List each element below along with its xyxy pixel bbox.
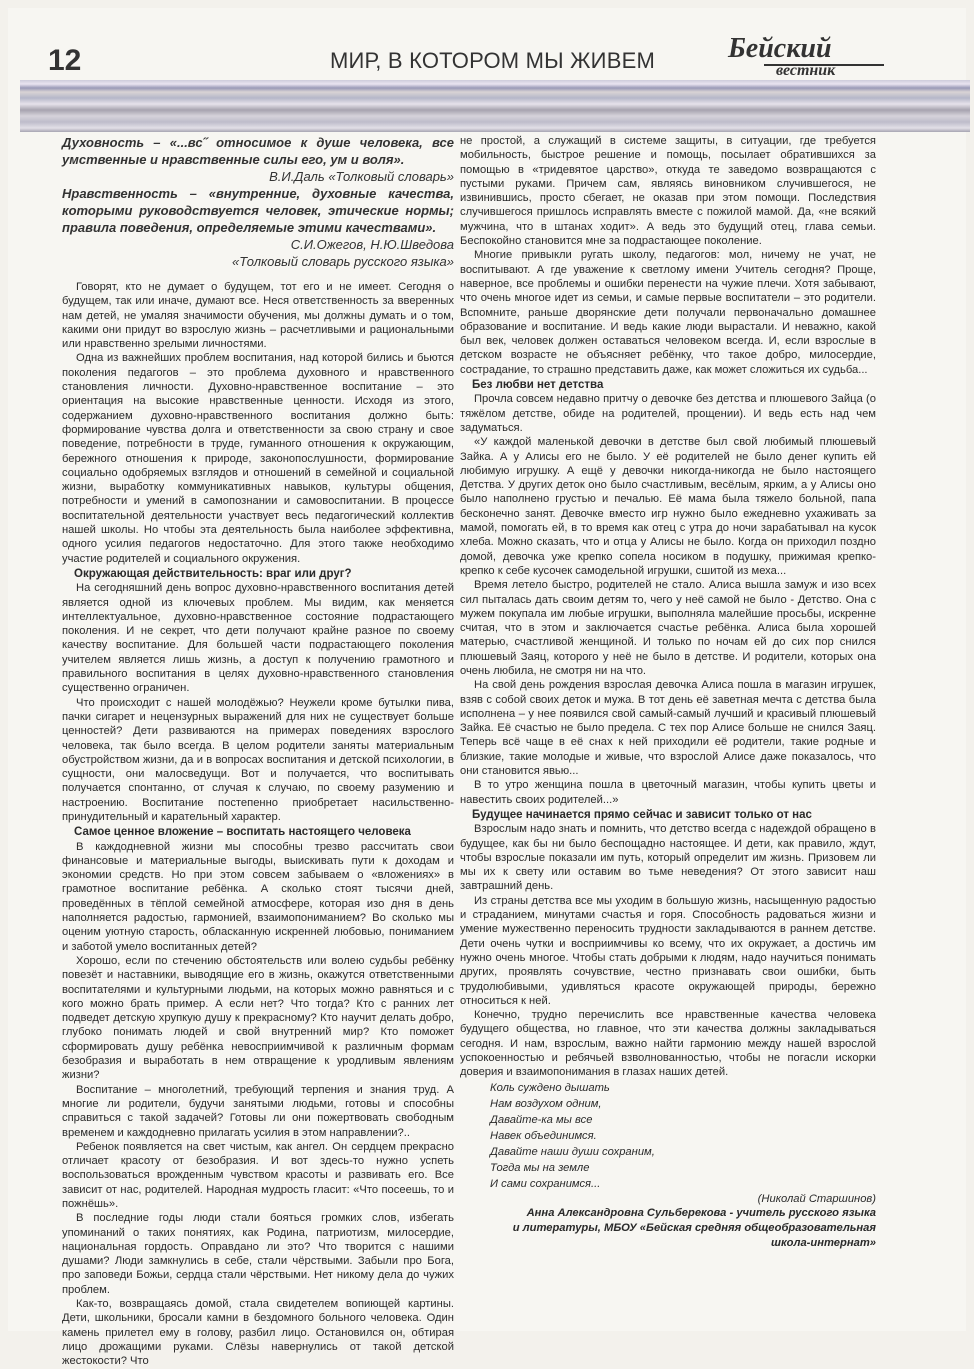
poem-line: И сами сохранимся... <box>490 1177 601 1190</box>
left-column <box>62 134 454 1369</box>
paragraph: Конечно, трудно перечислить все нравственные качества человека будущего общества, но главное, что эти качества должны закладываться сегодня. И нам, взрослым, важно найти гармонию между нашей взрослой успокоенностью и ребячьей взволнованностью, чтобы не погасли искорки доверия и взаимопонимания в глазах наших детей. <box>460 1009 876 1079</box>
poem-line: Коль суждено дышать <box>490 1081 610 1094</box>
poem-line: Навек объединимся. <box>490 1129 597 1142</box>
paragraph: Многие привыкли ругать школу, педагогов: мол, ничему не учат, не воспитывают. А где уважение к светлому имени Учитель сегодня? Проще, наверное, все проблемы и ошибки перенести на чужие плечи. Хотя забывают, что очень многое идет из семьи, и самые первые воспитатели – это родители. Вспомните, раньше дворянские дети получали первоначально домашнее образование и воспитание. И ведь какие люди вырастали. И неважно, какой был век, человек должен оставаться человеком всегда. И, если взрослые в детском возрасте не объясняет ребёнку, что такое добро, милосердие, сострадание, то страшно представить даже, как может сложиться их судьба... <box>460 249 876 376</box>
poem-line: Давайте наши души сохраним, <box>490 1145 655 1158</box>
scan-distortion-band <box>20 80 970 132</box>
paragraph: Хорошо, если по стечению обстоятельств или волею судьбы ребёнку повезёт и наставники, выводящие его в жизнь, окажутся ответственными воспитателями и культурными людьми, на которых можно равняться и с кого можно брать пример. А если нет? Что тогда? Кто с ранних лет подведет детскую хрупкую душу к прекрасному? Кто научит делать добро, глубоко понимать людей и свой внутренний мир? Кто поможет сформировать душу ребёнка невосприимчивой к различным формам безобразия и выработать в нем отвращение к уродливым явлениям жизни? <box>62 954 454 1082</box>
epigraph-quote-2: Нравственность – «внутренние, духовные качества, которыми руководствуется человек, этические нормы; правила поведения, определяемые этими качествами». <box>62 186 454 235</box>
paragraph: «У каждой маленькой девочки в детстве был свой любимый плюшевый Зайка. А у Алисы его не было. У её родителей не было денег купить ей любимую игрушку. А ещё у девочки никогда-никогда не было настоящего Детства. У других деток оно было счастливым, весёлым, ярким, а у Алисы оно было наполнено грустью и печалью. Её мама была тяжело больной, папа бесконечно занят. Девочке вместо игр нужно было ежедневно ухаживать за мамой, помогать ей, в то время как отец с утра до ночи зарабатывал на кусок хлеба. Можно сказать, что и отца у Алисы не было. Когда он приходил поздно домой, девочка уже крепко сопела носиком в подушку, прижимая крепко-крепко к себе кусочек самодельной игрушки, сшитой из меха... <box>460 436 876 577</box>
subheading: Будущее начинается прямо сейчас и зависит только от нас <box>472 808 812 821</box>
newspaper-page <box>8 8 966 1368</box>
paragraph: На сегодняшний день вопрос духовно-нравственного воспитания детей является одной из ключевых проблем. Мы видим, как меняется интеллектуальное, духовно-нравственное состояние подрастающего поколения. И не секрет, что дети получают крайне разное по своему качеству воспитание. Для большей части подрастающего поколения учителем является лишь жизнь, а доступ к получению грамотного и правильного воспитания в целях духовно-нравственного становления существенно ограничен. <box>62 582 454 695</box>
paragraph: Говорят, кто не думает о будущем, тот его и не имеет. Сегодня о будущем, так или иначе, думают все. Неся ответственность за вверенных нам детей, не умаляя значимости обучения, мы должны думать и о том, какими они придут во взрослую жизнь – расчетливыми и рациональными или нравственно зрелыми личностями. <box>62 281 454 351</box>
epigraph-source-1: В.И.Даль «Толковый словарь» <box>269 169 454 184</box>
paragraph: Одна из важнейших проблем воспитания, над которой бились и бьются поколения педагогов – это проблема духовного и нравственного становления личности. Духовно-нравственное воспитание – это ориентация на высокие нравственные ценности. Исходя из этого, содержанием духовно-нравственного воспитания должно быть: формирование чувства долга и ответственности за свою страну и свое поведение, потребности в труде, гуманного отношения к окружающим, бережного отношения к природе, законопослушности, формирование социально одобряемых взглядов и отношений в семейной и социальной жизни, выработку коммуникативных навыков, культуры общения, потребности и умений в самопознании и самовоспитании. В процессе воспитательной деятельности участвует весь педагогический коллектив нашей школы. Но чтобы эта деятельность была наиболее эффективна, одного усилия педагогов недостаточно. Для этого также необходимо участие родителей и социального окружения. <box>62 352 454 565</box>
page-number: 12 <box>48 44 82 77</box>
subheading: Самое ценное вложение – воспитать настоящего человека <box>74 826 411 839</box>
paragraph: Из страны детства все мы уходим в большую жизнь, насыщенную радостью и страданием, минутами счастья и горя. Способность радоваться жизни и умение мужественно переносить трудности закладываются в раннем детстве. Дети очень чутки и восприимчивы ко всему, что их окружает, а достичь им нужно очень многое. Чтобы стать добрыми к людям, надо научиться понимать других, проявлять сочувствие, честно признавать свои ошибки, быть трудолюбивыми, удивляться красоте окружающей природы, бережно относиться к ней. <box>460 894 876 1007</box>
paragraph: В то утро женщина пошла в цветочный магазин, чтобы купить цветы и навестить своих родителей...» <box>460 779 876 806</box>
paragraph: Как-то, возвращаясь домой, стала свидетелем вопиющей картины. Дети, школьники, бросали камни в бездомного больного человека. Один камень прилетел ему в голову, разбил лицо. Остановился он, обтирая лицо дрожащими руками. Слёзы навернулись от такой детской жестокости? Что <box>62 1298 454 1368</box>
signature-line: школа-интернат» <box>771 1236 876 1249</box>
paragraph: Взрослым надо знать и помнить, что детство всегда с надеждой обращено в будущее, как бы ни было беспощадно настоящее. И дети, как правило, ждут, чтобы взрослые показали им путь, который определит им жизнь. Призовем ли мы их к свету или оставим во тьме неведения? От этого зависит наш завтрашний день. <box>460 823 876 893</box>
logo-subtitle: вестник <box>776 62 836 79</box>
subheading: Без любви нет детства <box>472 379 604 392</box>
paragraph: Воспитание – многолетний, требующий терпения и знания труд. А многие ли родители, будучи занятыми людьми, готовы и способны справиться с такой задачей? Готовы ли они пожертвовать свободным временем и каждодневно прилагать усилия в этом направлении?.. <box>62 1083 454 1139</box>
epigraph-source-2b: «Толковый словарь русского языка» <box>232 254 454 269</box>
poem-line: Нам воздухом одним, <box>490 1097 602 1110</box>
paragraph: Что происходит с нашей молодёжью? Неужели кроме бутылки пива, пачки сигарет и нецензурных выражений для них не существует больше ценностей? Дети развиваются на примерах поведениях взрослого человека, так было всегда. В целом родители заняты материальным обустройством жизни, да и в вопросах воспитания и детской психологии, в сущности, они малосведущи. Вот и получается, что воспитывать получается спонтанно, от случая к случаю, по своему разумению и настроению. Воспитание постепенно приобретает насильственно-принудительный и карательный характер. <box>62 696 454 823</box>
paragraph: На свой день рождения взрослая девочка Алиса пошла в магазин игрушек, взяв с собой своих деток и мужа. В тот день её заветная мечта с детства была исполнена – у нее появился свой самый-самый лучший и красивый плюшевый Зайка. Её счастью не было предела. С тех пор Алисе больше не снился Заяц. Теперь всё чаще в её снах к ней приходили её родители, такие родные и близкие, такие молодые и живые, что взрослой Алисе даже показалось, что они становится явью... <box>460 679 876 778</box>
epigraph-quote-1: Духовность – «...вс˝ относимое к душе человека, все умственные и нравственные силы его, ум и воля». <box>62 135 454 167</box>
paragraph: В каждодневной жизни мы способны трезво рассчитать свои финансовые и материальные выгоды, выискивать пути к доходам и экономии средств. Но при этом совсем забываем о «вложениях» в грамотное воспитание ребёнка. А сколько стоят тысячи дней, проведённых в тёплой семейной атмосфере, которая изо дня в день наполняется радостью, гармонией, взаимопониманием? Во сколько мы оценим уютную старость, обласканную искренней любовью, пониманием и заботой умело воспитанных детей? <box>62 840 454 953</box>
subheading: Окружающая действительность: враг или друг? <box>74 567 352 580</box>
paragraph: Прочла совсем недавно притчу о девочке без детства и плюшевого Зайца (о тяжёлом детстве, обиде на родителей, прощении). И ведь есть над чем задуматься. <box>460 393 876 434</box>
logo-title: Бейский <box>728 33 832 64</box>
paragraph: не простой, а служащий в системе защиты, в ситуации, где требуется мобильность, быстрое решение и помощь, посылает обратившихся за помощью в «тридевятое царство», откуда те заведомо возвращаются с пустыми руками. Причем сам, являясь виновником случившегося, не извинившись, просто сбегает, не оказав при этом помощи. Последствия случившегося пришлось исправлять вместе с пожилой мамой. Да, «не всякий мужчина, что в штанах ходит». А ведь это будущий отец, глава семьи. Беспокойно становится мне за подрастающее поколение. <box>460 135 876 248</box>
poem-line: Тогда мы на земле <box>490 1161 590 1174</box>
author-signature <box>460 1206 876 1251</box>
poem-line: Давайте-ка мы все <box>490 1113 593 1126</box>
right-column <box>460 134 876 1251</box>
signature-line: и литературы, МБОУ «Бейская средняя общеобразовательная <box>512 1221 876 1234</box>
paragraph: Время летело быстро, родителей не стало. Алиса вышла замуж и изо всех сил пыталась дать своим детям то, чего у неё самой не было - Детство. Она с мужем покупала им любые игрушки, выполняла малейшие просьбы, искренне считая, что в этом и заключается счастье ребёнка. Алиса была хорошей матерью, счастливой женщиной. И только по ночам ей до сих пор снился плюшевый Заяц, которого у неё не было в детстве. И родители, которых она очень любила, не смотря ни на что. <box>460 579 876 677</box>
poem <box>490 1080 876 1192</box>
paragraph: В последние годы люди стали бояться громких слов, избегать упоминаний о таких понятиях, как Родина, патриотизм, милосердие, национальная гордость. Оправдано ли это? Что творится с нашими душами? Люди замкнулись в себе, стали чёрствыми. Забыли про Бога, про заповеди Божьи, сердца стали чёрствыми. Нет никому дела до чужих проблем. <box>62 1212 454 1296</box>
poem-author: (Николай Старшинов) <box>757 1192 876 1205</box>
section-title: МИР, В КОТОРОМ МЫ ЖИВЕМ <box>330 48 655 73</box>
paragraph: Ребенок появляется на свет чистым, как ангел. Он сердцем прекрасно отличает красоту от безобразия. И вот здесь-то нужно успеть воспользоваться врожденным чувством красоты и развивать его. Все зависит от нас, родителей. Народная мудрость гласит: «Что посеешь, то и пожнёшь». <box>62 1140 454 1210</box>
epigraph-source-2a: С.И.Ожегов, Н.Ю.Шведова <box>290 237 454 252</box>
newspaper-logo <box>728 34 878 80</box>
signature-line: Анна Александровна Сульберекова - учитель русского языка <box>526 1206 876 1219</box>
epigraph <box>62 134 454 270</box>
